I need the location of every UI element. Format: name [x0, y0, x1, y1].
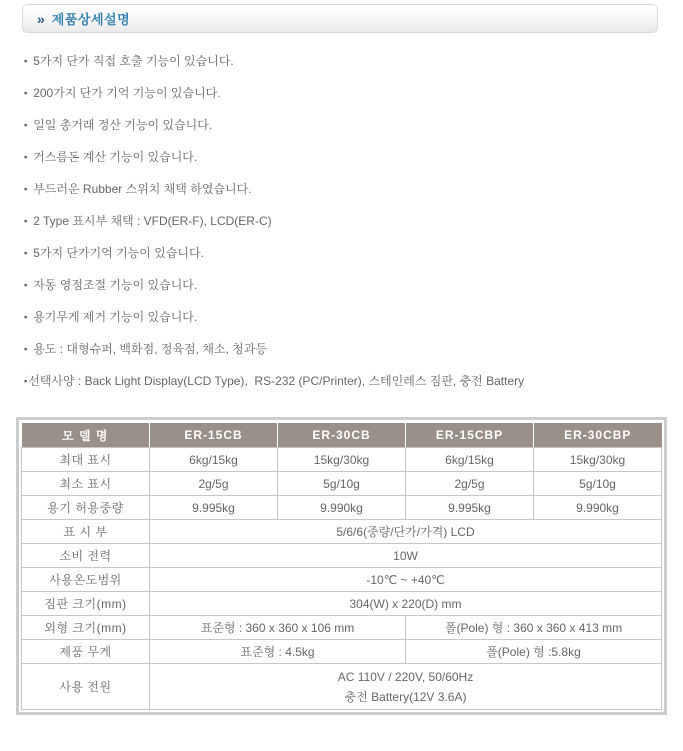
- value-cell: 폴(Pole) 형 : 360 x 360 x 413 mm: [406, 616, 662, 640]
- section-title-bar: [22, 4, 658, 33]
- spec-table-row: [22, 520, 662, 544]
- feature-text: 용기무게 제거 기능이 있습니다.: [33, 310, 198, 324]
- bullet-icon: ▪: [24, 56, 28, 66]
- column-header-cell: 모 델 명: [22, 423, 150, 448]
- value-cell: 6kg/15kg: [406, 448, 534, 472]
- row-label-cell: 사용온도범위: [22, 568, 150, 592]
- row-label-cell: 짐판 크기(mm): [22, 592, 150, 616]
- spec-table-row: [22, 544, 662, 568]
- feature-item: [24, 279, 683, 292]
- value-cell: AC 110V / 220V, 50/60Hz 충전 Battery(12V 3.6A): [150, 664, 662, 710]
- value-cell: 폴(Pole) 형 :5.8kg: [406, 640, 662, 664]
- value-cell: 표준형 : 4.5kg: [150, 640, 406, 664]
- feature-text: 부드러운 Rubber 스위치 채택 하였습니다.: [33, 182, 252, 196]
- row-label-cell: 표 시 부: [22, 520, 150, 544]
- spec-table: [21, 422, 662, 710]
- feature-item: [24, 311, 683, 324]
- column-header-cell: ER-15CB: [150, 423, 278, 448]
- feature-item: [24, 55, 683, 68]
- feature-item: [24, 183, 683, 196]
- row-label-cell: 최소 표시: [22, 472, 150, 496]
- spec-table-row: [22, 568, 662, 592]
- bullet-icon: ▪: [24, 248, 28, 258]
- spec-table-row: [22, 448, 662, 472]
- feature-text: 5가지 단가기억 기능이 있습니다.: [33, 246, 204, 260]
- value-cell: 10W: [150, 544, 662, 568]
- row-label-cell: 용기 허용중량: [22, 496, 150, 520]
- bullet-icon: ▪: [24, 376, 28, 386]
- value-cell: 9.995kg: [150, 496, 278, 520]
- value-cell: 2g/5g: [406, 472, 534, 496]
- bullet-icon: ▪: [24, 184, 28, 194]
- feature-item: [24, 151, 683, 164]
- column-header-cell: ER-30CBP: [534, 423, 662, 448]
- value-cell: 9.990kg: [278, 496, 406, 520]
- value-cell: -10℃ ~ +40℃: [150, 568, 662, 592]
- feature-text: 2 Type 표시부 채택 : VFD(ER-F), LCD(ER-C): [33, 214, 272, 228]
- spec-table-header-row: [22, 423, 662, 448]
- value-cell: 9.990kg: [534, 496, 662, 520]
- bullet-icon: ▪: [24, 344, 28, 354]
- page-title: 제품상세설명: [51, 12, 131, 27]
- value-cell: 15kg/30kg: [278, 448, 406, 472]
- spec-table-wrapper: [16, 417, 667, 715]
- value-cell: 6kg/15kg: [150, 448, 278, 472]
- spec-table-row: [22, 664, 662, 710]
- value-cell: 5g/10g: [278, 472, 406, 496]
- bullet-icon: ▪: [24, 120, 28, 130]
- bullet-icon: ▪: [24, 88, 28, 98]
- value-cell: 표준형 : 360 x 360 x 106 mm: [150, 616, 406, 640]
- bullet-icon: ▪: [24, 152, 28, 162]
- feature-text: 200가지 단가 기억 기능이 있습니다.: [33, 86, 221, 100]
- bullet-icon: ▪: [24, 216, 28, 226]
- spec-table-row: [22, 592, 662, 616]
- spec-table-row: [22, 496, 662, 520]
- value-cell: 5/6/6(중량/단가/가격) LCD: [150, 520, 662, 544]
- row-label-cell: 최대 표시: [22, 448, 150, 472]
- double-chevron-icon: »: [37, 10, 45, 27]
- value-cell: 5g/10g: [534, 472, 662, 496]
- spec-table-body: [22, 448, 662, 710]
- feature-text: 5가지 단가 직접 호출 기능이 있습니다.: [33, 54, 234, 68]
- bullet-icon: ▪: [24, 312, 28, 322]
- column-header-cell: ER-15CBP: [406, 423, 534, 448]
- spec-table-head: [22, 423, 662, 448]
- feature-text: 자동 영점조절 기능이 있습니다.: [33, 278, 198, 292]
- value-cell: 2g/5g: [150, 472, 278, 496]
- feature-item: [24, 87, 683, 100]
- feature-item: [24, 375, 683, 388]
- row-label-cell: 외형 크기(mm): [22, 616, 150, 640]
- row-label-cell: 제품 무게: [22, 640, 150, 664]
- feature-item: [24, 119, 683, 132]
- bullet-icon: ▪: [24, 280, 28, 290]
- feature-item: [24, 247, 683, 260]
- feature-text: 용도 : 대형슈퍼, 백화점, 정육점, 채소, 청과등: [33, 342, 267, 356]
- value-cell: 304(W) x 220(D) mm: [150, 592, 662, 616]
- spec-table-row: [22, 640, 662, 664]
- feature-item: [24, 215, 683, 228]
- value-cell: 15kg/30kg: [534, 448, 662, 472]
- row-label-cell: 소비 전력: [22, 544, 150, 568]
- feature-list: [24, 55, 683, 388]
- feature-text: 거스름돈 계산 기능이 있습니다.: [33, 150, 198, 164]
- feature-text: 일일 총거래 정산 기능이 있습니다.: [33, 118, 213, 132]
- column-header-cell: ER-30CB: [278, 423, 406, 448]
- row-label-cell: 사용 전원: [22, 664, 150, 710]
- spec-table-row: [22, 616, 662, 640]
- value-cell: 9.995kg: [406, 496, 534, 520]
- feature-text: 선택사양 : Back Light Display(LCD Type), RS-232 (PC/Printer), 스테인레스 짐판, 충전 Battery: [28, 374, 525, 388]
- feature-item: [24, 343, 683, 356]
- spec-table-row: [22, 472, 662, 496]
